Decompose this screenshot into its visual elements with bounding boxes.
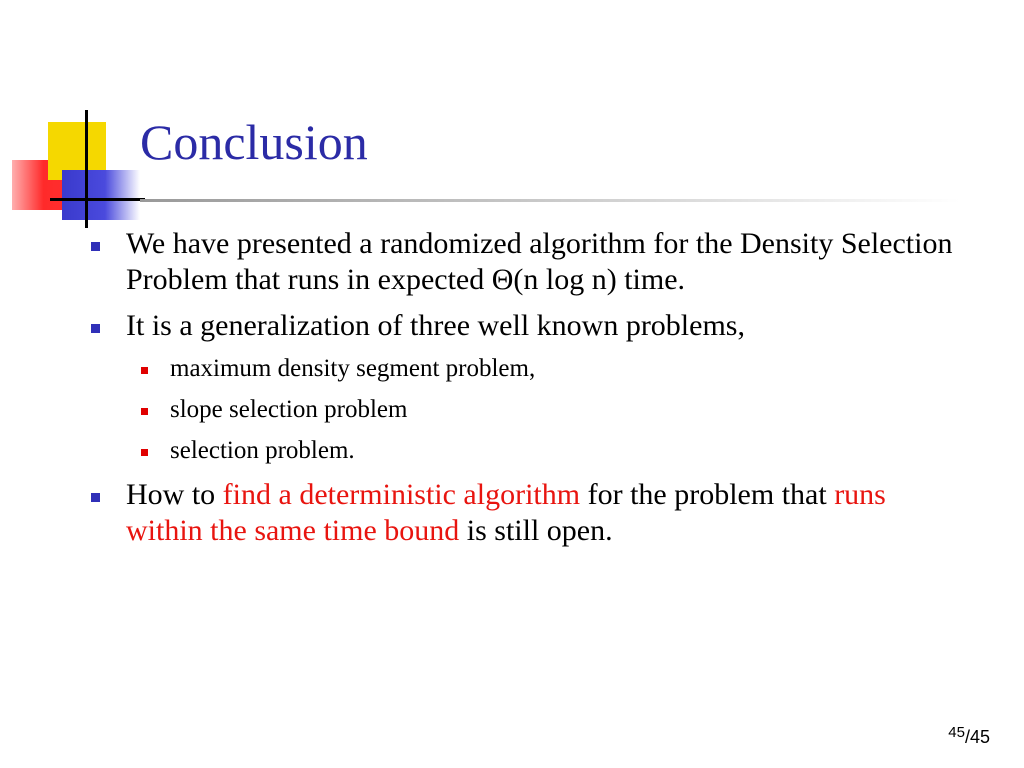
- highlight-text: find a deterministic algorithm: [222, 478, 581, 511]
- page-total: /45: [964, 727, 990, 747]
- sub-bullet-text: slope selection problem: [170, 396, 408, 423]
- logo-horizontal-line: [50, 198, 145, 201]
- sub-bullet-item: [88, 395, 968, 425]
- sub-bullet-marker-icon: [141, 367, 148, 374]
- bullet-item: [88, 226, 968, 298]
- bullet-text-part: How to: [126, 478, 223, 511]
- bullet-marker-icon: [91, 493, 100, 502]
- highlight-text: runs within the same time bound: [126, 478, 886, 547]
- logo-blue-square: [62, 170, 140, 220]
- bullet-item: [88, 308, 968, 344]
- slide-title: Conclusion: [140, 114, 368, 170]
- bullet-item: [88, 477, 968, 549]
- bullet-marker-icon: [91, 242, 100, 251]
- title-divider: [140, 199, 960, 202]
- bullet-marker-icon: [91, 324, 100, 333]
- page-current: 45: [948, 724, 965, 741]
- sub-bullet-marker-icon: [141, 449, 148, 456]
- sub-bullet-marker-icon: [141, 408, 148, 415]
- sub-bullet-item: [88, 354, 968, 384]
- page-number: [948, 724, 990, 748]
- sub-bullet-text: maximum density segment problem,: [170, 355, 536, 382]
- logo-vertical-line: [85, 110, 88, 228]
- bullet-text: We have presented a randomized algorithm for the Density Selection Problem that runs in expected Θ(n log n) time.: [126, 227, 953, 296]
- slide-content: [88, 226, 968, 559]
- sub-bullet-text: selection problem.: [170, 437, 355, 464]
- bullet-text-part: for the problem that: [580, 478, 835, 511]
- sub-bullet-item: [88, 436, 968, 466]
- bullet-text-part: is still open.: [459, 514, 613, 547]
- bullet-text: It is a generalization of three well known problems,: [126, 309, 745, 342]
